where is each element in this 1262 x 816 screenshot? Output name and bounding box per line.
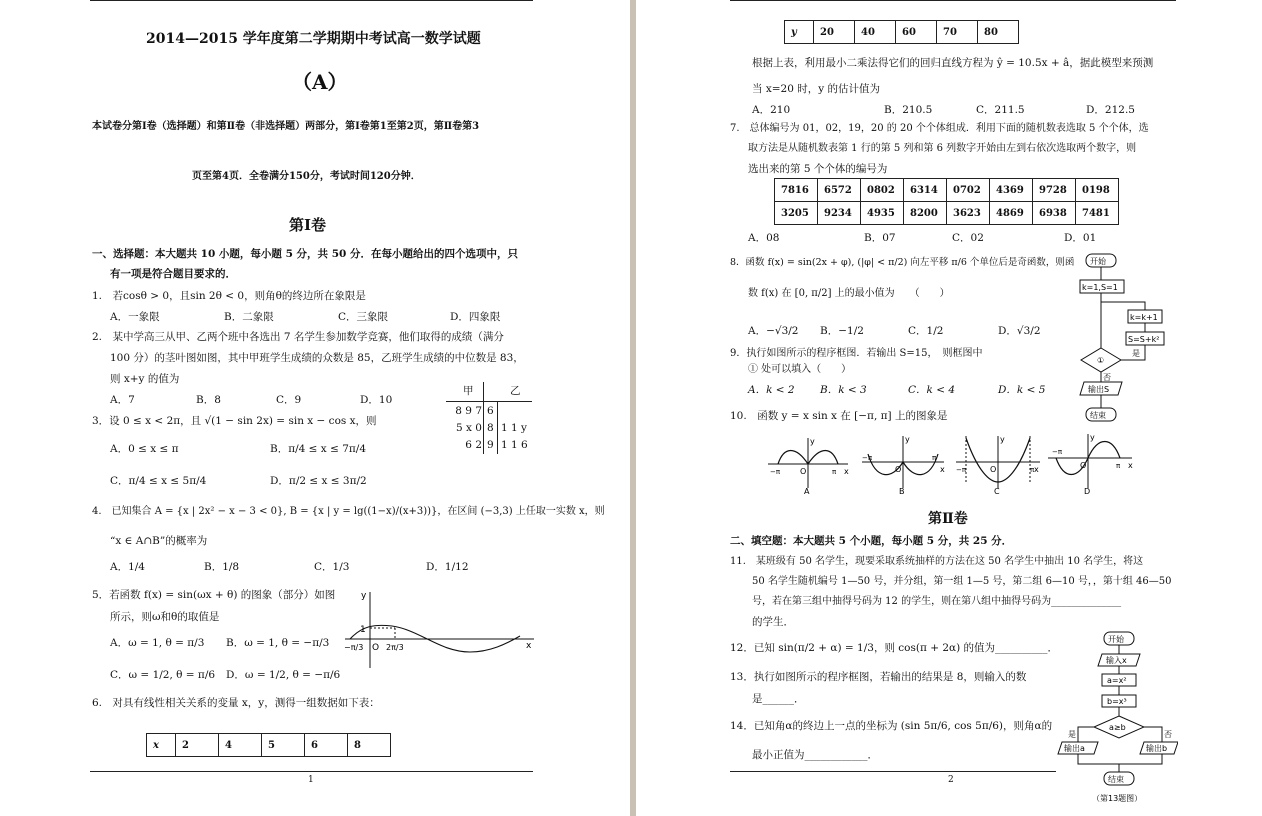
q9-line-1: 9．执行如图所示的程序框图．若输出 S=15， 则框图中: [730, 348, 983, 359]
q9-option-d: D．k < 5: [998, 384, 1046, 396]
stemleaf-v-rule-2: [497, 402, 498, 454]
flow13-out-a-label: 输出a: [1064, 744, 1085, 753]
random-cell: 3205: [775, 202, 818, 225]
q3-option-c: C．π/4 ≤ x ≤ 5π/4: [110, 475, 207, 487]
flow13-yes-label: 是: [1068, 730, 1076, 739]
q6-option-d: D．212.5: [1086, 104, 1135, 116]
flow9-cond-label: ①: [1097, 356, 1105, 365]
q1-option-c: C．三象限: [338, 311, 389, 323]
q6-cont-line-1: 根据上表，利用最小二乘法得它们的回归直线方程为 ŷ = 10.5x + â，据此模型来预测: [752, 57, 1154, 69]
flow9-update-label: S=S+k²: [1128, 335, 1160, 344]
stemleaf-right-2: 1 1 y: [501, 422, 527, 434]
random-cell: 0802: [861, 179, 904, 202]
q7-option-d: D．01: [1064, 232, 1097, 244]
q6-y-cell: y: [785, 21, 814, 44]
q5-option-a: A．ω = 1, θ = π/3: [110, 637, 205, 649]
q7-line-1: 7. 总体编号为 01，02，19，20 的 20 个个体组成．利用下面的随机数表选取 5 个个体，选: [730, 123, 1149, 134]
section-1-line-2: 有一项是符合题目要求的．: [110, 268, 236, 280]
stemleaf-left-2: 5 x 0: [456, 422, 482, 434]
q4-line-2: “x ∈ A∩B”的概率为: [110, 535, 208, 547]
q1-stem: 1. 若cosθ > 0，且sin 2θ < 0，则角θ的终边所在象限是: [92, 290, 366, 302]
q7-option-b: B．07: [864, 232, 896, 244]
q9-option-a: A．k < 2: [748, 384, 795, 396]
exam-title: 2014—2015 学年度第二学期期中考试高一数学试题: [146, 31, 481, 47]
flow13-no-path: [1144, 727, 1162, 742]
q11-line-1: 11. 某班级有 50 名学生，现要采取系统抽样的方法在这 50 名学生中抽出 10 名学生，将这: [730, 556, 1144, 567]
random-cell: 7481: [1076, 202, 1119, 225]
q6-x-table: [146, 733, 391, 757]
q6-y-cell: 40: [855, 21, 896, 44]
q13-flowchart: [1054, 630, 1178, 808]
q5-option-c: C．ω = 1/2, θ = π/6: [110, 669, 216, 681]
stemleaf-left-1: 8 9 7: [455, 405, 482, 417]
q2-option-c: C．9: [276, 394, 302, 406]
q10-b-pi: π: [932, 454, 937, 462]
random-cell: 0702: [947, 179, 990, 202]
q8-line-2: 数 f(x) 在 [0, π/2] 上的最小值为 （ ）: [748, 288, 950, 299]
flow9-output-label: 输出S: [1088, 385, 1110, 394]
random-cell: 0198: [1076, 179, 1119, 202]
q6-x-cell: 6: [305, 734, 348, 757]
random-cell: 4369: [990, 179, 1033, 202]
q2-option-b: B．8: [196, 394, 221, 406]
flow13-start-label: 开始: [1108, 635, 1124, 644]
section-1-line-1: 一、选择题：本大题共 10 小题，每小题 5 分，共 50 分．在每小题给出的四个选项中，只: [92, 248, 518, 260]
q8-line-1: 8．函数 f(x) = sin(2x + φ), (|φ| < π/2) 向左平移 π/6 个单位后是奇函数，则函: [730, 257, 1075, 268]
q12-text: 12．已知 sin(π/2 + α) = 1/3，则 cos(π + 2α) 的值为__________．: [730, 642, 1059, 654]
q6-y-row: [785, 21, 1019, 44]
flow9-init-label: k=1,S=1: [1082, 283, 1118, 292]
q10-a-label: A: [804, 487, 810, 496]
stemleaf-right-3: 1 1 6: [501, 439, 528, 451]
q8-option-c: C．1/2: [908, 325, 944, 337]
q3-option-a: A．0 ≤ x ≤ π: [110, 443, 179, 455]
random-cell: 9234: [818, 202, 861, 225]
q5-line-1: 5．若函数 f(x) = sin(ωx + θ) 的图象（部分）如图: [92, 589, 336, 601]
q1-option-b: B．二象限: [224, 311, 274, 323]
q6-cont-line-2: 当 x=20 时，y 的估计值为: [752, 83, 881, 95]
q10-a-origin: O: [800, 467, 807, 476]
random-cell: 6572: [818, 179, 861, 202]
q6-option-a: A．210: [752, 104, 791, 116]
flow13-yes-path: [1078, 727, 1094, 742]
random-cell: 8200: [904, 202, 947, 225]
q6-option-b: B．210.5: [884, 104, 933, 116]
flow13-caption: （第13题图）: [1092, 794, 1143, 803]
random-number-table: [774, 178, 1119, 225]
q10-d-x: x: [1128, 461, 1133, 470]
q10-stem: 10. 函数 y = x sin x 在 [−π, π] 上的图象是: [730, 410, 948, 422]
q10-a-pi: π: [832, 468, 837, 476]
exam-subtitle: （A）: [292, 70, 348, 94]
q6-x-cell: 8: [348, 734, 391, 757]
q6-y-cell: 70: [937, 21, 978, 44]
q14-line-2: 最小正值为____________．: [752, 749, 878, 761]
q11-line-3: 号，若在第三组中抽得号码为 12 的学生，则在第八组中抽得号码为______________: [752, 596, 1122, 607]
q10-a-y: y: [810, 437, 815, 446]
page-number-2: 2: [948, 775, 954, 785]
q6-x-cell: 4: [219, 734, 262, 757]
stemleaf-stem-3: 9: [487, 439, 494, 451]
flow13-end-label: 结束: [1108, 775, 1124, 784]
page-number-1: 1: [308, 775, 314, 785]
flow9-yes-label: 是: [1132, 349, 1140, 358]
q6-x-cell: 5: [262, 734, 305, 757]
q6-x-cell: x: [147, 734, 176, 757]
q11-line-2: 50 名学生随机编号 1—50 号，并分组，第一组 1—5 号，第二组 6—10 号，，第十组 46—50: [752, 576, 1172, 587]
q10-c-pi: π: [1030, 466, 1035, 474]
q10-a-neg-pi: −π: [770, 468, 781, 476]
random-cell: 3623: [947, 202, 990, 225]
flow9-inc-label: k=k+1: [1130, 313, 1158, 322]
q7-line-3: 选出来的第 5 个个体的编号为: [748, 163, 888, 175]
q9-option-b: B．k < 3: [820, 384, 867, 396]
q8-option-b: B．−1/2: [820, 325, 864, 337]
q10-b-y: y: [905, 435, 910, 444]
q6-y-cell: 20: [814, 21, 855, 44]
flow13-step2-label: b=x³: [1107, 697, 1127, 706]
q10-d-y: y: [1090, 433, 1095, 442]
flow13-out-b-label: 输出b: [1146, 744, 1168, 753]
page-1: [0, 0, 630, 816]
q10-c-x: x: [1034, 465, 1039, 474]
q9-option-c: C．k < 4: [908, 384, 956, 396]
flow13-step1-label: a=x²: [1107, 676, 1127, 685]
q10-c-neg-pi: −π: [956, 466, 967, 474]
q1-option-a: A．一象限: [110, 311, 160, 323]
q2-line-3: 则 x+y 的值为: [110, 373, 180, 385]
flow9-no-label: 否: [1103, 373, 1111, 382]
q6-y-cell: 80: [978, 21, 1019, 44]
q5-one-label: 1: [360, 625, 366, 635]
q10-b-origin: O: [895, 465, 902, 474]
q10-graph-options: [766, 432, 1136, 500]
flow9-start-label: 开始: [1090, 257, 1106, 266]
q6-y-cell: 60: [896, 21, 937, 44]
q7-option-c: C．02: [952, 232, 984, 244]
random-row-1: [775, 179, 1119, 202]
q3-option-b: B．π/4 ≤ x ≤ 7π/4: [270, 443, 367, 455]
stemleaf-v-rule-1: [483, 382, 484, 454]
q6-y-table: [784, 20, 1019, 44]
q9-line-2: ① 处可以填入（ ）: [748, 364, 852, 375]
q5-left-tick: −π/3: [344, 643, 364, 652]
q10-c-label: C: [994, 487, 1000, 496]
q2-option-d: D．10: [360, 394, 393, 406]
q4-option-d: D．1/12: [426, 561, 469, 573]
q10-graph-b: [862, 435, 945, 496]
flow13-input-label: 输入x: [1106, 656, 1127, 665]
q2-line-2: 100 分）的茎叶图如图，其中甲班学生成绩的众数是 85，乙班学生成绩的中位数是 83，: [110, 352, 524, 364]
top-rule-2: [730, 0, 1176, 1]
q10-graph-c: [956, 435, 1040, 496]
q3-stem: 3．设 0 ≤ x < 2π，且 √(1 − sin 2x) = sin x − cos x，则: [92, 415, 377, 427]
q6-x-row: [147, 734, 391, 757]
q10-b-label: B: [899, 487, 905, 496]
q2-line-1: 2. 某中学高三从甲、乙两个班中各选出 7 名学生参加数学竞赛，他们取得的成绩（满分: [92, 331, 504, 343]
q10-c-y: y: [1000, 435, 1005, 444]
stemleaf-h-rule: [446, 401, 532, 402]
q4-option-c: C．1/3: [314, 561, 350, 573]
q5-option-d: D．ω = 1/2, θ = −π/6: [226, 669, 341, 681]
flow13-cond-label: a≥b: [1109, 723, 1126, 732]
section-2-heading: 二、填空题：本大题共 5 个小题，每小题 5 分，共 25 分．: [730, 535, 1013, 547]
random-cell: 9728: [1033, 179, 1076, 202]
q5-line-2: 所示，则ω和θ的取值是: [110, 611, 220, 623]
intro-line-1: 本试卷分第Ⅰ卷（选择题）和第Ⅱ卷（非选择题）两部分，第Ⅰ卷第1至第2页，第Ⅱ卷第3: [92, 121, 480, 132]
q8-option-a: A．−√3/2: [748, 325, 799, 337]
q5-option-b: B．ω = 1, θ = −π/3: [226, 637, 330, 649]
random-row-2: [775, 202, 1119, 225]
stemleaf-head-left: 甲: [463, 385, 474, 397]
q5-y-label: y: [361, 591, 367, 601]
q10-a-x: x: [844, 467, 849, 476]
q5-x-label: x: [526, 641, 532, 651]
q8-option-d: D．√3/2: [998, 325, 1041, 337]
q5-sine-graph: [340, 588, 536, 670]
q6-option-c: C．211.5: [976, 104, 1025, 116]
stemleaf-left-3: 6 2: [465, 439, 482, 451]
q6-stem: 6. 对具有线性相关关系的变量 x，y，测得一组数据如下表：: [92, 697, 380, 709]
q4-stem: 4. 已知集合 A = {x | 2x² − x − 3 < 0}, B = {x | y = lg((1−x)/(x+3))}，在区间 (−3,3) 上任取一实数 x，则: [92, 506, 605, 517]
q3-option-d: D．π/2 ≤ x ≤ 3π/2: [270, 475, 367, 487]
q2-option-a: A．7: [110, 394, 135, 406]
random-cell: 6314: [904, 179, 947, 202]
q10-b-neg-pi: −π: [862, 454, 873, 462]
q10-d-label: D: [1084, 487, 1091, 496]
flow9-end-label: 结束: [1090, 411, 1106, 420]
q11-line-4: 的学生．: [752, 616, 794, 628]
q10-d-pi: π: [1116, 462, 1121, 470]
random-cell: 6938: [1033, 202, 1076, 225]
part-2-heading: 第Ⅱ卷: [928, 511, 968, 527]
q5-right-tick: 2π/3: [386, 643, 404, 652]
flow13-merge: [1078, 754, 1162, 764]
random-cell: 7816: [775, 179, 818, 202]
q1-option-d: D．四象限: [450, 311, 501, 323]
q10-c-origin: O: [990, 465, 997, 474]
stemleaf-head-right: 乙: [510, 385, 521, 397]
q10-graph-a: [768, 437, 849, 496]
flow13-no-label: 否: [1164, 730, 1172, 739]
random-cell: 4869: [990, 202, 1033, 225]
bottom-rule: [90, 771, 533, 772]
q14-line-1: 14．已知角α的终边上一点的坐标为 (sin 5π/6, cos 5π/6)，则角α的: [730, 720, 1053, 732]
top-rule: [90, 0, 533, 1]
q9-flowchart: [1076, 252, 1176, 424]
q10-d-origin: O: [1080, 461, 1087, 470]
page-2: [636, 0, 1262, 816]
q4-option-b: B．1/8: [204, 561, 240, 573]
part-1-heading: 第Ⅰ卷: [289, 216, 327, 234]
stemleaf-stem-1: 6: [487, 405, 494, 417]
q5-origin-label: O: [372, 643, 380, 653]
q13-line-1: 13．执行如图所示的程序框图，若输出的结果是 8，则输入的数: [730, 671, 1027, 683]
q13-line-2: 是______．: [752, 693, 805, 705]
q7-line-2: 取方法是从随机数表第 1 行的第 5 列和第 6 列数字开始由左到右依次选取两个数字，则: [748, 143, 1137, 154]
intro-line-2: 页至第4页．全卷满分150分，考试时间120分钟．: [192, 171, 421, 182]
q7-option-a: A．08: [748, 232, 780, 244]
random-cell: 4935: [861, 202, 904, 225]
bottom-rule-2: [730, 771, 1056, 772]
stemleaf-stem-2: 8: [487, 422, 494, 434]
q6-x-cell: 2: [176, 734, 219, 757]
flow9-loop-back: [1101, 302, 1145, 310]
q10-b-x: x: [940, 465, 945, 474]
q10-d-neg-pi: −π: [1052, 448, 1063, 456]
q4-option-a: A．1/4: [110, 561, 145, 573]
q10-graph-d: [1048, 433, 1133, 496]
